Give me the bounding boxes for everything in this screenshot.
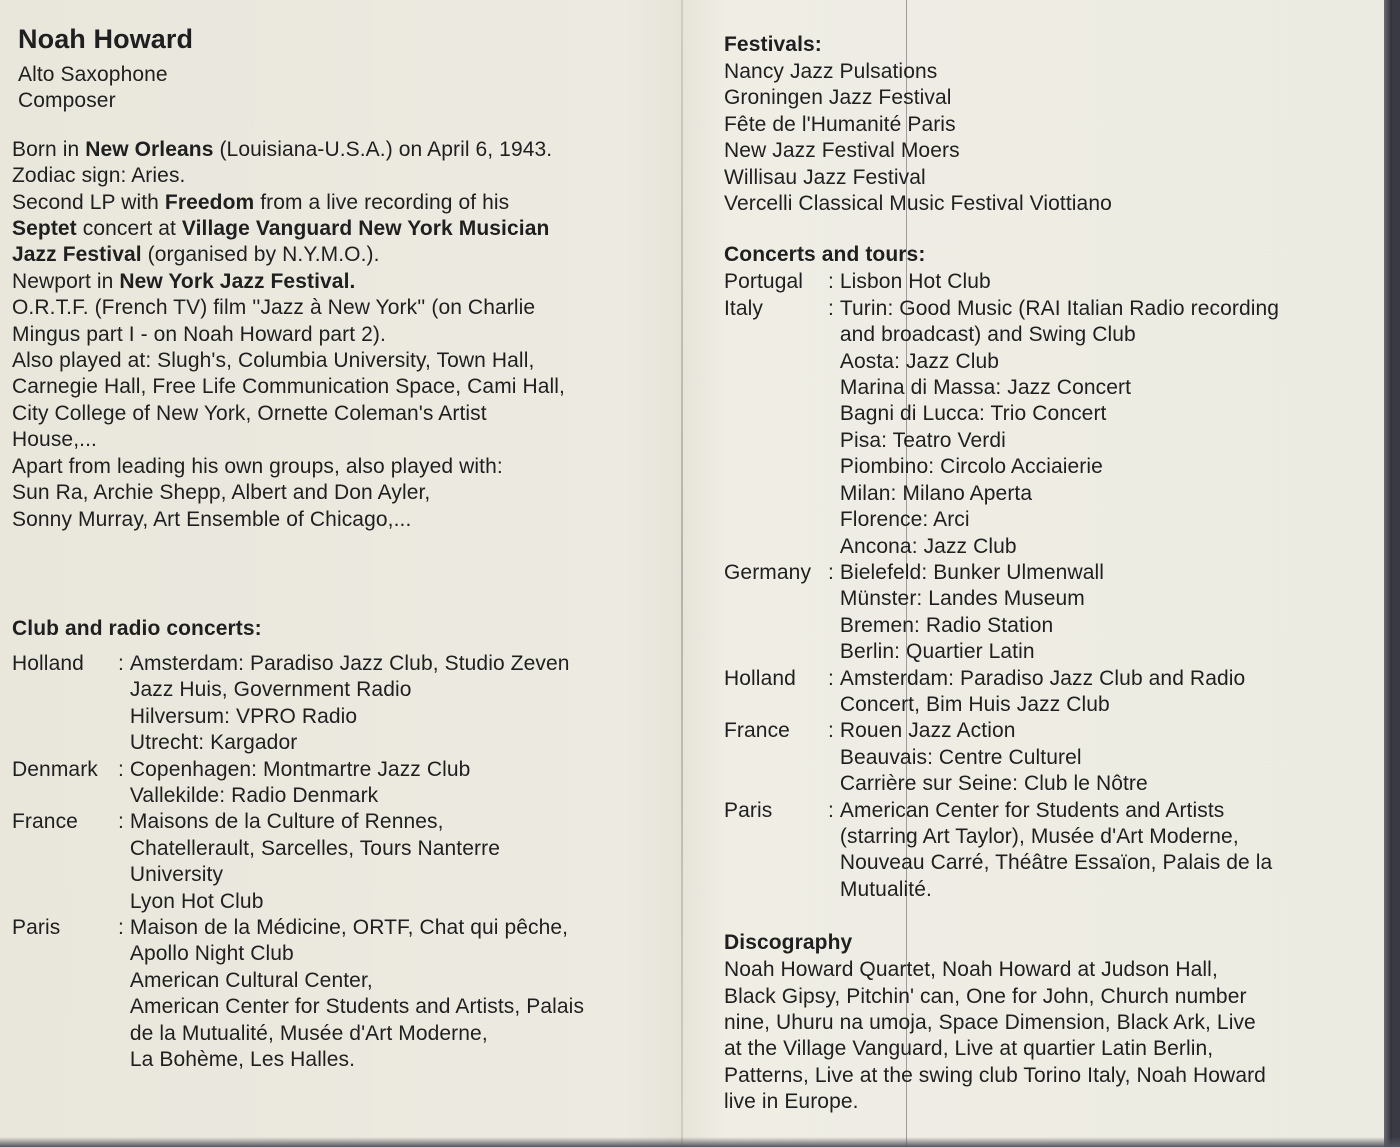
venue-line: Hilversum: VPRO Radio	[129, 704, 358, 728]
bio-bold-text: New York Jazz Festival.	[119, 269, 356, 293]
venue-lines	[130, 809, 584, 915]
bio-text: Sun Ra, Archie Shepp, Albert and Don Ayler,	[12, 481, 431, 505]
bio-bold-text: Jazz Festival	[12, 243, 142, 267]
bio-text: City College of New York, Ornette Coleman's Artist	[12, 401, 487, 425]
venue-line: Bielefeld: Bunker Ulmenwall	[839, 560, 1105, 584]
festival-item: Vercelli Classical Music Festival Viottiano	[724, 192, 1112, 216]
venue-country: Holland	[12, 651, 84, 675]
venue-country: Italy	[724, 296, 764, 320]
venue-line: Lisbon Hot Club	[839, 270, 991, 294]
bio-text: Second LP with	[12, 190, 165, 214]
venue-country: Paris	[724, 798, 773, 822]
bio-text: Born in	[12, 137, 86, 161]
bio-text: concert at	[76, 217, 182, 241]
venue-country: Denmark	[12, 757, 98, 781]
discography-heading: Discography	[724, 931, 853, 955]
venue-line: Mutualité.	[839, 877, 932, 901]
bio-text: Newport in	[12, 269, 120, 293]
bio-line	[12, 454, 652, 480]
bio-text: (organised by N.Y.M.O.).	[141, 243, 380, 267]
venue-separator: :	[828, 296, 840, 320]
bio-text: Apart from leading his own groups, also played with:	[12, 454, 503, 478]
bio-line	[12, 295, 652, 321]
festival-item: Nancy Jazz Pulsations	[724, 60, 938, 83]
bio-line	[12, 137, 652, 163]
discography-list	[724, 957, 1344, 1115]
festival-item: Willisau Jazz Festival	[724, 165, 926, 189]
venue-row	[724, 560, 1279, 666]
bio-line	[12, 322, 652, 348]
venue-lines	[130, 651, 584, 757]
bio-text: Also played at: Slugh's, Columbia University, Town Hall,	[12, 349, 535, 373]
bio-bold-text: Freedom	[164, 190, 255, 214]
artist-roles	[18, 62, 652, 115]
bio-line	[12, 269, 652, 295]
bio-line	[12, 401, 652, 427]
festival-item: Fête de l'Humanité Paris	[724, 112, 956, 136]
left-column	[12, 22, 652, 1073]
bio-text: Mingus part I - on Noah Howard part 2).	[12, 322, 386, 346]
bio-text: Sonny Murray, Art Ensemble of Chicago,...	[12, 507, 412, 531]
venue-line: Münster: Landes Museum	[839, 587, 1085, 611]
venue-line: Bagni di Lucca: Trio Concert	[839, 402, 1107, 426]
venue-line: American Center for Students and Artists	[839, 798, 1225, 822]
discography-line: live in Europe.	[724, 1090, 859, 1114]
page-edge	[1384, 0, 1392, 1147]
bio-line	[12, 163, 652, 189]
venue-line: (starring Art Taylor), Musée d'Art Moderne,	[839, 824, 1239, 848]
venue-separator: :	[828, 719, 840, 743]
venue-line: Florence: Arci	[839, 508, 970, 532]
venue-line: Rouen Jazz Action	[839, 719, 1016, 743]
venue-line: Maison de la Médicine, ORTF, Chat qui pêche,	[129, 915, 569, 939]
bio-text: (Louisiana-U.S.A.) on April 6, 1943.	[213, 137, 553, 161]
venue-line: Ancona: Jazz Club	[839, 534, 1017, 558]
venue-line: Maisons de la Culture of Rennes,	[129, 810, 444, 834]
discography-line: Noah Howard Quartet, Noah Howard at Judson Hall,	[724, 958, 1218, 982]
bio-line	[12, 427, 652, 453]
role-line: Composer	[18, 89, 116, 113]
venue-lines	[840, 798, 1279, 904]
bio-bold-text: New Orleans	[85, 137, 214, 161]
venue-line: Milan: Milano Aperta	[839, 481, 1033, 505]
bio-text: Zodiac sign: Aries.	[12, 164, 186, 188]
venue-country: Portugal	[724, 270, 804, 294]
venue-separator: :	[828, 560, 840, 584]
venue-country: France	[724, 719, 790, 743]
venue-line: La Bohème, Les Halles.	[129, 1048, 356, 1071]
venue-line: Marina di Massa: Jazz Concert	[839, 376, 1132, 400]
venue-line: Piombino: Circolo Acciaierie	[839, 455, 1103, 479]
venue-separator: :	[828, 666, 840, 690]
venue-line: and broadcast) and Swing Club	[839, 323, 1136, 347]
venue-country: Paris	[12, 915, 61, 939]
discography-line: at the Village Vanguard, Live at quartier Latin Berlin,	[724, 1037, 1214, 1061]
venue-country: Holland	[724, 666, 796, 690]
festival-item: New Jazz Festival Moers	[724, 139, 960, 163]
venue-separator: :	[118, 757, 130, 781]
right-column	[724, 31, 1344, 1116]
venue-line: Turin: Good Music (RAI Italian Radio recording	[839, 296, 1280, 320]
club-concerts-heading: Club and radio concerts:	[12, 616, 262, 640]
venue-row	[12, 757, 584, 810]
bio-text: O.R.T.F. (French TV) film ''Jazz à New York'' (on Charlie	[12, 296, 536, 320]
venue-lines	[840, 296, 1279, 560]
venue-lines	[840, 560, 1279, 666]
festivals-list	[724, 59, 1344, 217]
venue-line: Chatellerault, Sarcelles, Tours Nanterre	[129, 836, 500, 860]
venue-line: Jazz Huis, Government Radio	[129, 678, 412, 702]
bio-line	[12, 242, 652, 268]
venue-line: Carrière sur Seine: Club le Nôtre	[839, 772, 1148, 796]
discography-line: Patterns, Live at the swing club Torino Italy, Noah Howard	[724, 1063, 1266, 1087]
venue-row	[724, 666, 1279, 719]
page-edge-bottom	[0, 1137, 1400, 1147]
venue-lines	[840, 666, 1279, 719]
venue-line: American Cultural Center,	[129, 968, 373, 992]
festival-item: Groningen Jazz Festival	[724, 86, 952, 110]
venue-line: Aosta: Jazz Club	[839, 349, 1000, 373]
role-line: Alto Saxophone	[18, 63, 168, 86]
bio-line	[12, 190, 652, 216]
venue-line: Berlin: Quartier Latin	[839, 640, 1035, 664]
venue-line: Concert, Bim Huis Jazz Club	[839, 692, 1110, 716]
venue-country: Germany	[724, 560, 812, 584]
bio-text: House,...	[12, 428, 97, 452]
concerts-list	[724, 269, 1279, 903]
venue-row	[724, 296, 1279, 560]
venue-row	[724, 798, 1279, 904]
page-fold	[681, 0, 683, 1147]
venue-separator: :	[118, 651, 130, 675]
venue-line: de la Mutualité, Musée d'Art Moderne,	[129, 1021, 488, 1045]
bio-bold-text: Village Vanguard New York Musician	[181, 217, 550, 241]
bio-line	[12, 507, 652, 533]
bio-line	[12, 216, 652, 242]
venue-separator: :	[118, 915, 130, 939]
venue-lines	[840, 269, 1279, 295]
venue-country: France	[12, 810, 78, 834]
club-concerts-list	[12, 651, 584, 1074]
venue-separator: :	[828, 270, 840, 294]
bio-bold-text: Septet	[12, 217, 77, 241]
venue-separator: :	[828, 798, 840, 822]
venue-row	[12, 651, 584, 757]
venue-line: Bremen: Radio Station	[839, 613, 1054, 637]
venue-line: Apollo Night Club	[129, 942, 294, 966]
venue-row	[12, 809, 584, 915]
bio-text: from a live recording of his	[254, 190, 510, 214]
venue-line: Pisa: Teatro Verdi	[839, 428, 1006, 452]
venue-lines	[130, 915, 584, 1073]
venue-line: University	[129, 863, 224, 887]
venue-line: Copenhagen: Montmartre Jazz Club	[129, 757, 471, 781]
venue-line: Beauvais: Centre Culturel	[839, 745, 1082, 769]
venue-row	[724, 718, 1279, 797]
venue-line: American Center for Students and Artists, Palais	[129, 995, 585, 1019]
venue-line: Utrecht: Kargador	[129, 731, 298, 755]
venue-line: Amsterdam: Paradiso Jazz Club, Studio Zeven	[129, 651, 570, 675]
concerts-heading: Concerts and tours:	[724, 243, 926, 267]
discography-line: Black Gipsy, Pitchin' can, One for John, Church number	[724, 984, 1247, 1008]
venue-separator: :	[118, 810, 130, 834]
venue-row	[724, 269, 1279, 295]
venue-row	[12, 915, 584, 1073]
biography	[12, 137, 652, 533]
venue-line: Amsterdam: Paradiso Jazz Club and Radio	[839, 666, 1246, 690]
bio-line	[12, 348, 652, 374]
discography-line: nine, Uhuru na umoja, Space Dimension, Black Ark, Live	[724, 1011, 1256, 1034]
venue-lines	[130, 757, 584, 810]
venue-line: Lyon Hot Club	[129, 889, 264, 913]
venue-lines	[840, 718, 1279, 797]
bio-line	[12, 374, 652, 400]
festivals-heading: Festivals:	[724, 33, 822, 56]
artist-name: Noah Howard	[18, 24, 194, 54]
venue-line: Nouveau Carré, Théâtre Essaïon, Palais de la	[839, 851, 1273, 875]
bio-text: Carnegie Hall, Free Life Communication Space, Cami Hall,	[12, 375, 565, 399]
venue-line: Vallekilde: Radio Denmark	[129, 783, 379, 807]
bio-line	[12, 480, 652, 506]
